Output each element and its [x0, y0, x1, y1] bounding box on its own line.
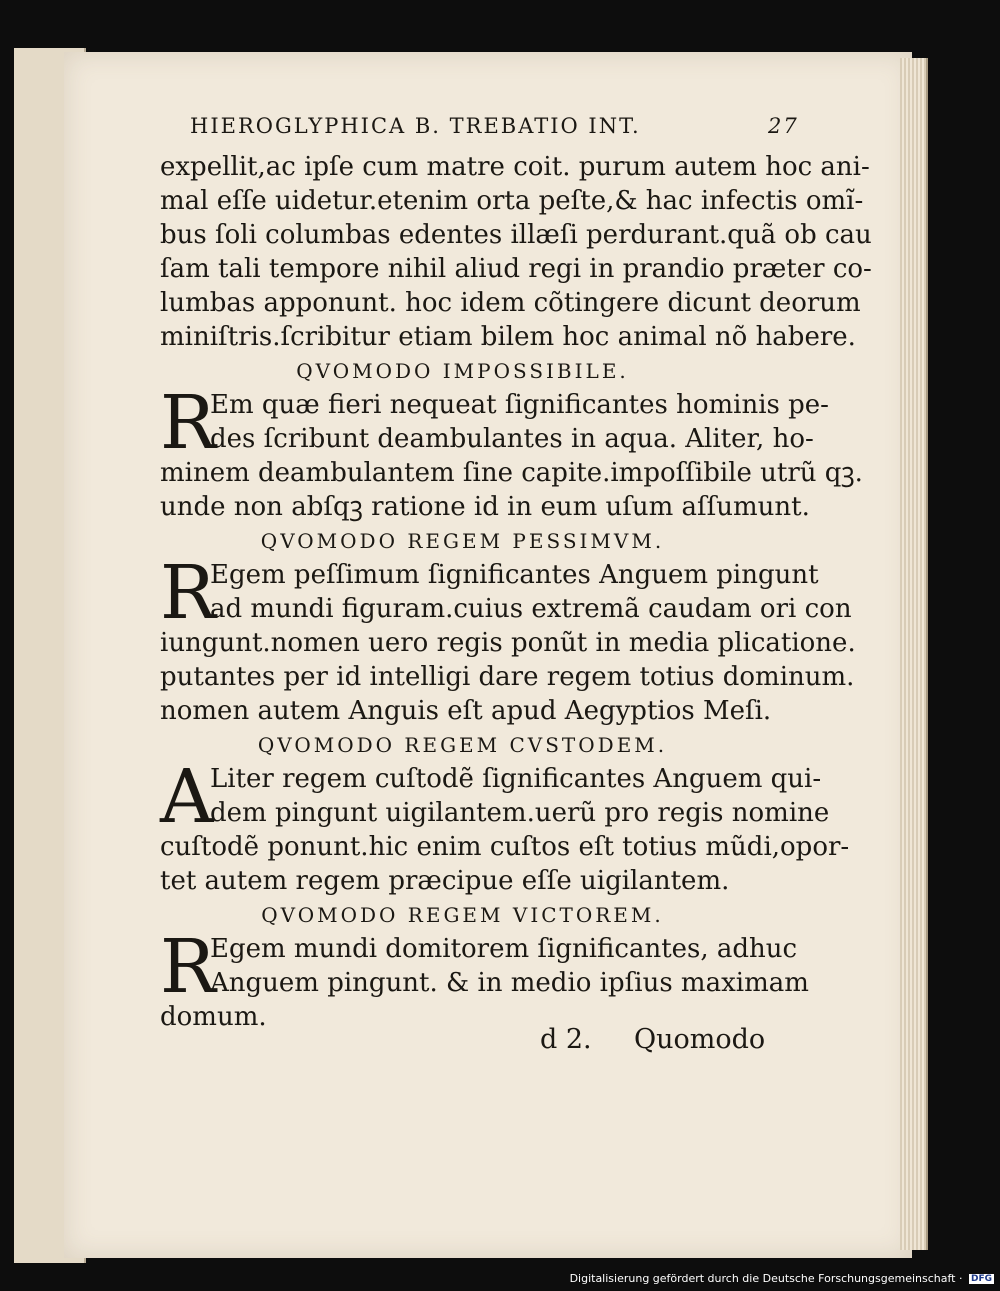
text-line: dem pingunt uigilantem.uerũ pro regis nomine: [210, 798, 830, 828]
section-paragraph: [160, 380, 863, 524]
section-heading: QVOMODO REGEM CVSTODEM.: [257, 733, 668, 757]
page-stack-edge: [900, 58, 928, 1250]
digitization-footer: [570, 1272, 994, 1285]
initial-letter: R: [160, 380, 216, 466]
page-number: 27: [768, 114, 799, 138]
text-line: putantes per id intelligi dare regem totius dominum.: [160, 662, 855, 692]
text-line: ad mundi figuram.cuius extremã caudam ori con: [210, 594, 852, 624]
text-line: ſam tali tempore nihil aliud regi in prandio præter co‑: [160, 254, 872, 284]
text-line: Liter regem cuſtodẽ ſignificantes Anguem qui‑: [210, 764, 822, 794]
running-header: [190, 114, 799, 138]
text-line: expellit,ac ipſe cum matre coit. purum autem hoc ani‑: [160, 152, 870, 182]
intro-paragraph: [160, 150, 872, 354]
text-line: Anguem pingunt. & in medio ipſius maximam: [210, 968, 809, 998]
text-line: tet autem regem præcipue eſſe uigilantem.: [160, 866, 730, 896]
initial-letter: A: [160, 754, 214, 840]
text-line: domum.: [160, 1002, 267, 1032]
footer-credit: Digitalisierung gefördert durch die Deutsche Forschungsgemeinschaft ·: [569, 1272, 963, 1285]
text-line: nomen autem Anguis eſt apud Aegyptios Meſi.: [160, 696, 772, 726]
section-heading: QVOMODO IMPOSSIBILE.: [296, 359, 629, 383]
text-line: Egem mundi domitorem ſignificantes, adhuc: [210, 934, 798, 964]
section-heading: QVOMODO REGEM VICTOREM.: [261, 903, 664, 927]
text-line: bus ſoli columbas edentes illæſi perdurant.quã ob cau: [160, 220, 872, 250]
text-line: mal eſſe uidetur.etenim orta peſte,& hac infectis omĩ‑: [160, 186, 864, 216]
text-line: lumbas apponunt. hoc idem cõtingere dicunt deorum: [160, 288, 861, 318]
text-line: iungunt.nomen uero regis ponũt in media plicatione.: [160, 628, 856, 658]
text-line: Em quæ fieri nequeat ſignificantes hominis pe‑: [210, 390, 829, 420]
section-heading: QVOMODO REGEM PESSIMVM.: [260, 529, 665, 553]
text-line: Egem peſſimum ſignificantes Anguem pingunt: [210, 560, 819, 590]
text-line: des ſcribunt deambulantes in aqua. Aliter, ho‑: [210, 424, 814, 454]
text-line: unde non abſqꝫ ratione id in eum uſum aſſumunt.: [160, 492, 810, 522]
text-line: minem deambulantem ſine capite.impoſſibile utrũ qꝫ.: [160, 458, 863, 488]
initial-letter: R: [160, 550, 216, 636]
signature-mark: d 2.: [540, 1024, 592, 1055]
section-paragraph: [160, 550, 856, 728]
section-paragraph: [160, 924, 809, 1034]
initial-letter: R: [160, 924, 216, 1010]
header-title: HIEROGLYPHICA B. TREBATIO INT.: [190, 114, 641, 138]
text-block: [160, 150, 872, 1034]
text-line: miniſtris.ſcribitur etiam bilem hoc animal nõ habere.: [160, 322, 856, 352]
text-line: cuſtodẽ ponunt.hic enim cuſtos eſt totius mũdi,opor‑: [160, 832, 850, 862]
section-paragraph: [160, 754, 850, 898]
catchword: Quomodo: [634, 1024, 766, 1055]
dfg-logo-icon: DFG: [970, 1274, 992, 1284]
